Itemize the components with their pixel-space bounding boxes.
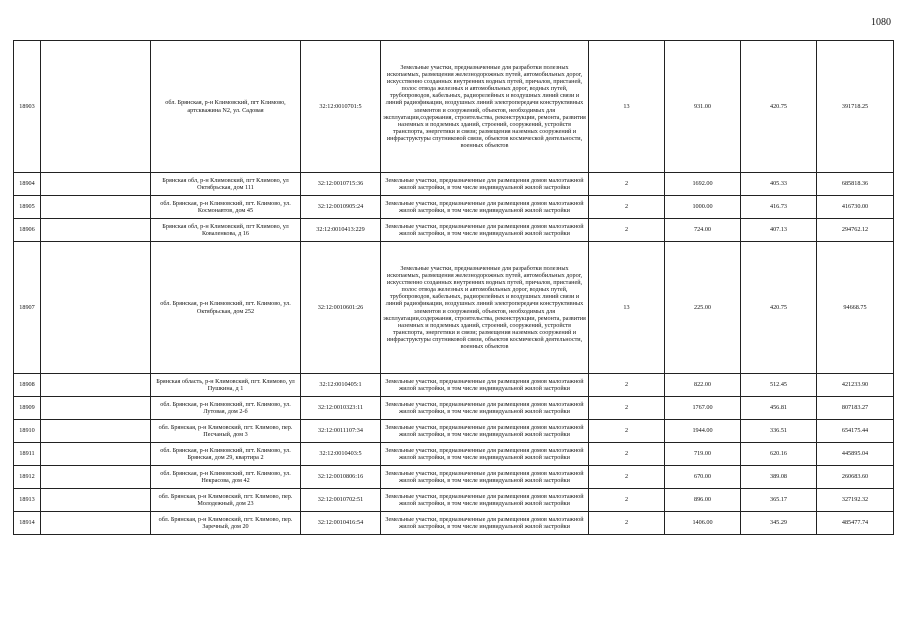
row-number: 18910 <box>14 420 41 443</box>
category-code-cell: 2 <box>589 420 665 443</box>
category-code-cell: 2 <box>589 173 665 196</box>
permitted-use-cell: Земельные участки, предназначенные для размещения домов малоэтажной жилой застройки, в том числе индивидуальной жилой застройки <box>381 443 589 466</box>
category-code-cell: 2 <box>589 374 665 397</box>
permitted-use-cell: Земельные участки, предназначенные для разработки полезных ископаемых, размещения железнодорожных путей, автомобильных дорог, искусственно созданных внутренних водных путей, причалов, пристаней, полос отвода железных и автомобильных дорог, водных путей, трубопроводов, кабельных, радиорелейных и воздушных линий связи и линий радиофикации, воздушных линий электропередачи конструктивных элементов и сооружений, объектов, необходимых для эксплуатации,содержания, строительства, реконструкции, ремонта, развития наземных и подземных зданий, строений, сооружений, устройств транспорта, энергетики и связи; размещения наземных сооружений и инфраструктуры спутниковой связи, объектов космической деятельности, военных объектов <box>381 41 589 173</box>
row-number: 18906 <box>14 219 41 242</box>
address-cell: Брянская обл, р-н Климовский, пгт Климово, ул Коваленкова, д 16 <box>151 219 301 242</box>
cadastral-number-cell: 32:12:0010702:51 <box>301 489 381 512</box>
specific-value-cell: 416.73 <box>741 196 817 219</box>
area-cell: 1767.00 <box>665 397 741 420</box>
category-code-cell: 2 <box>589 443 665 466</box>
permitted-use-cell: Земельные участки, предназначенные для размещения домов малоэтажной жилой застройки, в том числе индивидуальной жилой застройки <box>381 466 589 489</box>
empty-cell <box>41 173 151 196</box>
cadastral-value-cell: 421233.90 <box>817 374 894 397</box>
address-cell: Брянская обл, р-н Климовский, пгт Климово, ул Октябрьская, дом 111 <box>151 173 301 196</box>
table-row <box>14 196 894 219</box>
specific-value-cell: 420.75 <box>741 242 817 374</box>
address-cell: обл. Брянская, р-н Климовский, пгт. Климово, пер. Молодежный, дом 23 <box>151 489 301 512</box>
address-cell: обл. Брянская, р-н Климовский, пгт Климово, артскважина N2, ул. Садовая <box>151 41 301 173</box>
table-row <box>14 512 894 535</box>
cadastral-value-cell: 327192.32 <box>817 489 894 512</box>
area-cell: 719.00 <box>665 443 741 466</box>
table-row <box>14 443 894 466</box>
table-row <box>14 420 894 443</box>
specific-value-cell: 620.16 <box>741 443 817 466</box>
category-code-cell: 2 <box>589 219 665 242</box>
permitted-use-cell: Земельные участки, предназначенные для размещения домов малоэтажной жилой застройки, в том числе индивидуальной жилой застройки <box>381 512 589 535</box>
page-number: 1080 <box>871 17 891 28</box>
row-number: 18908 <box>14 374 41 397</box>
specific-value-cell: 456.81 <box>741 397 817 420</box>
specific-value-cell: 345.29 <box>741 512 817 535</box>
area-cell: 724.00 <box>665 219 741 242</box>
area-cell: 1000.00 <box>665 196 741 219</box>
area-cell: 1944.00 <box>665 420 741 443</box>
cadastral-number-cell: 32:12:0010715:36 <box>301 173 381 196</box>
category-code-cell: 2 <box>589 397 665 420</box>
category-code-cell: 2 <box>589 512 665 535</box>
cadastral-value-cell: 807183.27 <box>817 397 894 420</box>
category-code-cell: 13 <box>589 41 665 173</box>
table-row <box>14 489 894 512</box>
category-code-cell: 2 <box>589 466 665 489</box>
category-code-cell: 2 <box>589 489 665 512</box>
cadastral-number-cell: 32:12:0010413:229 <box>301 219 381 242</box>
cadastral-value-cell: 391718.25 <box>817 41 894 173</box>
specific-value-cell: 420.75 <box>741 41 817 173</box>
address-cell: обл. Брянская, р-н Климовский, пгт. Климово, ул. Брянская, дом 29, квартира 2 <box>151 443 301 466</box>
table-row <box>14 242 894 374</box>
cadastral-number-cell: 32:12:0010405:1 <box>301 374 381 397</box>
row-number: 18907 <box>14 242 41 374</box>
table-row <box>14 374 894 397</box>
cadastral-value-cell: 94668.75 <box>817 242 894 374</box>
address-cell: обл. Брянская, р-н Климовский, пгт. Климово, ул. Космонавтов, дом 45 <box>151 196 301 219</box>
cadastral-number-cell: 32:12:0010905:24 <box>301 196 381 219</box>
cadastral-value-cell: 294762.12 <box>817 219 894 242</box>
row-number: 18911 <box>14 443 41 466</box>
empty-cell <box>41 41 151 173</box>
permitted-use-cell: Земельные участки, предназначенные для размещения домов малоэтажной жилой застройки, в том числе индивидуальной жилой застройки <box>381 420 589 443</box>
row-number: 18903 <box>14 41 41 173</box>
area-cell: 896.00 <box>665 489 741 512</box>
cadastral-value-table <box>13 40 894 535</box>
address-cell: обл. Брянская, р-н Климовский, пгт. Климово, ул. Некрасова, дом 42 <box>151 466 301 489</box>
area-cell: 670.00 <box>665 466 741 489</box>
area-cell: 1406.00 <box>665 512 741 535</box>
row-number: 18914 <box>14 512 41 535</box>
category-code-cell: 13 <box>589 242 665 374</box>
table-row <box>14 466 894 489</box>
empty-cell <box>41 374 151 397</box>
empty-cell <box>41 219 151 242</box>
empty-cell <box>41 242 151 374</box>
empty-cell <box>41 443 151 466</box>
empty-cell <box>41 489 151 512</box>
area-cell: 822.00 <box>665 374 741 397</box>
cadastral-number-cell: 32:12:0010701:5 <box>301 41 381 173</box>
table-body <box>14 41 894 535</box>
empty-cell <box>41 196 151 219</box>
cadastral-number-cell: 32:12:0010806:16 <box>301 466 381 489</box>
address-cell: обл. Брянская, р-н Климовский, пгт. Климово, ул. Октябрьская, дом 252 <box>151 242 301 374</box>
empty-cell <box>41 420 151 443</box>
cadastral-value-cell: 654175.44 <box>817 420 894 443</box>
row-number: 18912 <box>14 466 41 489</box>
permitted-use-cell: Земельные участки, предназначенные для размещения домов малоэтажной жилой застройки, в том числе индивидуальной жилой застройки <box>381 374 589 397</box>
cadastral-number-cell: 32:12:0010323:11 <box>301 397 381 420</box>
permitted-use-cell: Земельные участки, предназначенные для размещения домов малоэтажной жилой застройки, в том числе индивидуальной жилой застройки <box>381 173 589 196</box>
permitted-use-cell: Земельные участки, предназначенные для размещения домов малоэтажной жилой застройки, в том числе индивидуальной жилой застройки <box>381 489 589 512</box>
cadastral-value-cell: 485477.74 <box>817 512 894 535</box>
table-row <box>14 41 894 173</box>
address-cell: Брянская область, р-н Климовский, пгт. Климово, ул Пушкина, д 1 <box>151 374 301 397</box>
permitted-use-cell: Земельные участки, предназначенные для размещения домов малоэтажной жилой застройки, в том числе индивидуальной жилой застройки <box>381 219 589 242</box>
empty-cell <box>41 512 151 535</box>
cadastral-number-cell: 32:12:0010416:54 <box>301 512 381 535</box>
specific-value-cell: 405.33 <box>741 173 817 196</box>
area-cell: 931.00 <box>665 41 741 173</box>
permitted-use-cell: Земельные участки, предназначенные для размещения домов малоэтажной жилой застройки, в том числе индивидуальной жилой застройки <box>381 397 589 420</box>
row-number: 18904 <box>14 173 41 196</box>
empty-cell <box>41 397 151 420</box>
cadastral-value-cell: 260683.60 <box>817 466 894 489</box>
address-cell: обл. Брянская, р-н Климовский, пгт. Климово, ул. Лутовая, дом 2-б <box>151 397 301 420</box>
cadastral-number-cell: 32:12:0010601:26 <box>301 242 381 374</box>
specific-value-cell: 336.51 <box>741 420 817 443</box>
area-cell: 225.00 <box>665 242 741 374</box>
permitted-use-cell: Земельные участки, предназначенные для разработки полезных ископаемых, размещения железнодорожных путей, автомобильных дорог, искусственно созданных внутренних водных путей, причалов, пристаней, полос отвода железных и автомобильных дорог, водных путей, трубопроводов, кабельных, радиорелейных и воздушных линий связи и линий радиофикации, воздушных линий электропередачи конструктивных элементов и сооружений, объектов, необходимых для эксплуатации,содержания, строительства, реконструкции, ремонта, развития наземных и подземных зданий, строений, сооружений, устройств транспорта, энергетики и связи; размещения наземных сооружений и инфраструктуры спутниковой связи, объектов космической деятельности, военных объектов <box>381 242 589 374</box>
cadastral-value-cell: 685818.36 <box>817 173 894 196</box>
address-cell: обл. Брянская, р-н Климовский, пгт. Климово, пер. Песчаный, дом 3 <box>151 420 301 443</box>
permitted-use-cell: Земельные участки, предназначенные для размещения домов малоэтажной жилой застройки, в том числе индивидуальной жилой застройки <box>381 196 589 219</box>
table-row <box>14 397 894 420</box>
table-row <box>14 219 894 242</box>
specific-value-cell: 512.45 <box>741 374 817 397</box>
row-number: 18909 <box>14 397 41 420</box>
cadastral-number-cell: 32:12:0011107:34 <box>301 420 381 443</box>
specific-value-cell: 389.08 <box>741 466 817 489</box>
cadastral-value-cell: 416730.00 <box>817 196 894 219</box>
address-cell: обл. Брянская, р-н Климовский, пгт. Климово, пер. Заречный, дом 20 <box>151 512 301 535</box>
specific-value-cell: 407.13 <box>741 219 817 242</box>
cadastral-number-cell: 32:12:0010403:5 <box>301 443 381 466</box>
empty-cell <box>41 466 151 489</box>
area-cell: 1692.00 <box>665 173 741 196</box>
category-code-cell: 2 <box>589 196 665 219</box>
cadastral-value-cell: 445895.04 <box>817 443 894 466</box>
row-number: 18913 <box>14 489 41 512</box>
specific-value-cell: 365.17 <box>741 489 817 512</box>
table-row <box>14 173 894 196</box>
row-number: 18905 <box>14 196 41 219</box>
